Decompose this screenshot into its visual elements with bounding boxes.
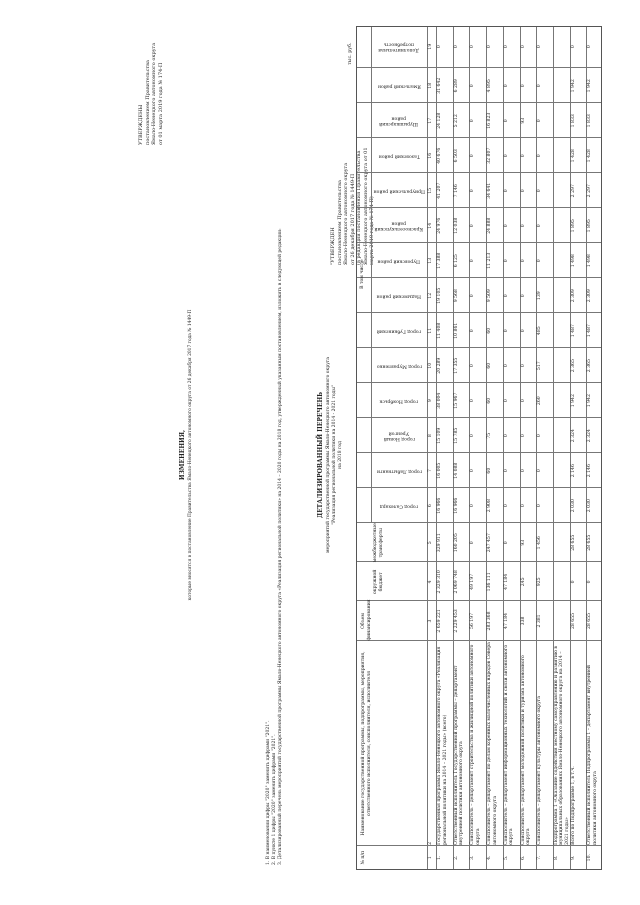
- table-cell: 12 038: [453, 217, 459, 234]
- column-number: 18: [428, 82, 433, 89]
- list-subtitle-1: мероприятий государственной программы Ямало-Ненецкого автономного округа: [326, 357, 331, 553]
- table-cell: 1 487: [570, 324, 576, 338]
- table-cell: 160 205: [453, 533, 459, 553]
- table-cell: 1 833: [587, 114, 593, 128]
- table-cell: Соисполнитель – департамент по делам коренных малочисленных народов Севера автономного округа: [487, 642, 498, 845]
- column-number: 1: [428, 856, 433, 860]
- column-header: № п/п: [361, 850, 366, 865]
- column-header: Ямальский район: [377, 83, 421, 89]
- table-cell: 0: [520, 469, 526, 473]
- approval-block-top: УТВЕРЖДЕНЫ постановлением Правительства Ямало-Ненецкого автономного округа от 01 марта 2019 года № 174-П: [138, 42, 164, 145]
- table-cell: 0: [503, 434, 509, 438]
- column-number: 9: [428, 399, 433, 403]
- table-cell: 41 207: [437, 182, 442, 199]
- column-header: Приуральский район: [373, 188, 425, 194]
- column-header: Дополнительная потребность: [378, 41, 420, 53]
- table-cell: 2 381: [537, 614, 543, 628]
- table-cell: 517: [537, 361, 543, 371]
- table-cell: 260: [537, 396, 543, 406]
- table-cell: 2.: [453, 855, 459, 860]
- table-cell: 2 069 748: [453, 570, 459, 594]
- table-cell: 2 659 221: [437, 609, 442, 633]
- table-cell: 60: [487, 467, 493, 474]
- table-cell: 0: [470, 189, 476, 193]
- table-cell: 2 365: [570, 359, 576, 373]
- table-cell: 0: [537, 154, 543, 158]
- table-cell: 0: [537, 84, 543, 88]
- column-number: 3: [428, 619, 433, 623]
- table-cell: Соисполнитель – департамент строительства и жилищной политики автономного округа: [470, 644, 481, 845]
- table-cell: 0: [470, 364, 476, 368]
- table-cell: 0: [503, 469, 509, 473]
- column-number: 6: [428, 504, 433, 508]
- table-cell: 0: [470, 154, 476, 158]
- column-header: город Ноябрьск: [379, 398, 419, 404]
- table-cell: 10.: [587, 854, 593, 862]
- table-cell: 24 888: [487, 217, 493, 234]
- table-cell: 0: [503, 504, 509, 508]
- table-cell: 6 503: [453, 149, 459, 163]
- table-cell: Ответственный исполнитель Подпрограммы 1 – департамент внутренней политики автономного округа: [587, 665, 598, 845]
- table-cell: Государственная программа Ямало-Ненецкого автономного округа «Реализация региональной политики на 2014 – 2021 годы» (всего): [437, 646, 448, 845]
- table-cell: [554, 280, 569, 312]
- table-cell: 19 105: [437, 287, 442, 304]
- table-cell: 0: [470, 469, 476, 473]
- table-cell: 10 861: [453, 322, 459, 339]
- table-cell: 5.: [503, 855, 509, 860]
- table-cell: 1 487: [587, 324, 593, 338]
- table-cell: 2 329 310: [437, 570, 442, 594]
- table-cell: 15 967: [453, 392, 459, 409]
- column-header: Шурышкарский район: [379, 115, 419, 127]
- table-cell: [554, 175, 569, 207]
- table-cell: [554, 210, 569, 242]
- table-cell: 2 030: [570, 499, 576, 513]
- table-cell: 47 184: [503, 573, 509, 590]
- table-cell: 1.: [437, 855, 442, 860]
- table-cell: [554, 420, 569, 452]
- table-cell: 0: [587, 45, 593, 49]
- table-cell: 11 408: [437, 322, 442, 339]
- table-cell: 0: [587, 580, 593, 584]
- changes-title: ИЗМЕНЕНИЯ,: [179, 429, 186, 481]
- column-header: город Губкинский: [376, 328, 422, 334]
- table-cell: 1 942: [570, 394, 576, 408]
- table-cell: 8.: [553, 855, 559, 860]
- table-cell: 2 309: [587, 289, 593, 303]
- table-cell: 0: [537, 469, 543, 473]
- table-cell: 1 895: [587, 219, 593, 233]
- table-cell: 0: [520, 224, 526, 228]
- column-number: 8: [428, 434, 433, 438]
- table-cell: 93: [520, 117, 526, 124]
- table-cell: 7 146: [453, 184, 459, 198]
- table-cell: 56 197: [470, 612, 476, 629]
- table-cell: Ответственный исполнитель Государственной программы – департамент внутренней политики автономного округа: [453, 665, 465, 845]
- table-cell: 0: [470, 294, 476, 298]
- table-cell: 1 428: [587, 149, 593, 163]
- column-header: Тазовский район: [378, 153, 420, 159]
- table-cell: [554, 603, 569, 639]
- table-cell: 2 030: [587, 499, 593, 513]
- table-cell: 24 976: [437, 217, 442, 234]
- list-subtitle-3: на 2018 год: [338, 441, 343, 469]
- table-cell: [554, 385, 569, 417]
- table-cell: 0: [503, 541, 509, 545]
- table-cell: 0: [570, 45, 576, 49]
- table-cell: 32 807: [487, 147, 493, 164]
- table-cell: 0: [520, 84, 526, 88]
- column-header: окружной бюджет: [373, 569, 384, 595]
- table-cell: 0: [503, 119, 509, 123]
- table-cell: 31 642: [437, 77, 442, 94]
- table-cell: 75: [487, 432, 493, 439]
- table-cell: 0: [503, 189, 509, 193]
- table-cell: 16 966: [453, 497, 459, 514]
- table-cell: Подпрограмма 1 «Оказание содействия местному самоуправлению и развитию в муниципальных образованиях Ямало-Ненецкого автономного округа на 2014 – 2021 годы»: [553, 646, 571, 845]
- note-1: 1. В наименовании цифры "2020" заменить цифрами "2021".: [266, 720, 271, 865]
- table-cell: [554, 70, 569, 102]
- column-number: 15: [428, 187, 433, 194]
- table-cell: Соисполнитель – департамент культуры автономного округа: [537, 696, 543, 845]
- table-cell: 2 908: [487, 499, 493, 513]
- table-cell: 2 146: [570, 464, 576, 478]
- table-cell: 0: [470, 224, 476, 228]
- table-cell: [554, 564, 569, 600]
- column-header: город Новый Уренгой: [383, 430, 415, 442]
- column-header: Наименование государственной программы, подпрограммы, мероприятия, ответственного исполнителя, соисполнителя, исполнителя: [361, 651, 372, 836]
- table-cell: [554, 27, 569, 67]
- table-cell: Соисполнитель – департамент молодежной политики и туризма автономного округа: [520, 655, 532, 845]
- table-cell: 16 005: [437, 462, 442, 479]
- table-cell: 245: [520, 577, 526, 587]
- table-cell: 1 833: [570, 114, 576, 128]
- table-cell: 0: [537, 224, 543, 228]
- table-cell: 16 823: [487, 112, 493, 129]
- table-cell: [554, 350, 569, 382]
- column-header: город Муравленко: [376, 363, 422, 369]
- table-cell: 60: [487, 362, 493, 369]
- column-header: Надымский район: [376, 293, 422, 299]
- table-cell: 9.: [570, 855, 576, 860]
- table-cell: 0: [437, 45, 442, 49]
- table-cell: 0: [470, 119, 476, 123]
- table-cell: 2 297: [587, 184, 593, 198]
- list-title: ДЕТАЛИЗИРОВАННЫЙ ПЕРЕЧЕНЬ: [317, 391, 324, 519]
- table-cell: 1 942: [587, 394, 593, 408]
- column-number: 7: [428, 469, 433, 473]
- table-cell: 1 498: [587, 254, 593, 268]
- table-cell: 329 911: [437, 533, 442, 553]
- table-cell: 0: [520, 259, 526, 263]
- table-cell: [554, 525, 569, 561]
- table-cell: 0: [520, 364, 526, 368]
- table-cell: 6 125: [453, 254, 459, 268]
- table-cell: 28 655: [587, 534, 593, 551]
- group-heading: В том числе: [360, 259, 365, 289]
- table-cell: 47 184: [503, 612, 509, 629]
- table-cell: [554, 140, 569, 172]
- table-cell: 247 457: [487, 533, 493, 553]
- table-cell: 0: [537, 434, 543, 438]
- table-cell: 7.: [537, 855, 543, 860]
- table-number-label: тыс. руб.: [348, 42, 353, 65]
- table-cell: 139: [537, 291, 543, 301]
- table-cell: 2 297: [570, 184, 576, 198]
- table-cell: 5 212: [453, 114, 459, 128]
- table-cell: 2 324: [587, 429, 593, 443]
- table-cell: 0: [537, 259, 543, 263]
- column-number: 14: [428, 222, 433, 229]
- table-cell: 49 197: [470, 573, 476, 590]
- table-cell: 24 128: [437, 112, 442, 129]
- table-cell: 0: [470, 434, 476, 438]
- table-cell: 283 368: [487, 611, 493, 631]
- table-cell: 0: [487, 45, 493, 49]
- table-cell: 0: [470, 259, 476, 263]
- table-cell: 0: [503, 154, 509, 158]
- changes-subtitle: которые вносятся в постановление Правительства Ямало-Ненецкого автономного округа от 26 декабря 2017 года № 1449-П: [188, 309, 193, 601]
- table-cell: 136 111: [487, 572, 493, 592]
- table-cell: 0: [520, 399, 526, 403]
- list-subtitle-2: "Реализация региональной политики на 2014 - 2021 годы": [332, 385, 337, 525]
- table-cell: 0: [470, 399, 476, 403]
- table-cell: 485: [537, 326, 543, 336]
- column-header: город Салехард: [379, 503, 419, 509]
- table-cell: 1 456: [537, 536, 543, 550]
- table-cell: 16 966: [437, 497, 442, 514]
- table-cell: 0: [470, 84, 476, 88]
- column-number: 4: [428, 580, 433, 584]
- table-cell: 0: [520, 434, 526, 438]
- note-3: 3. Детализированный перечень мероприятий государственной программы Ямало-Ненецкого автономного округа «Реализация региональной политики» на 2014 – 2020 годы на 2018 год, утвержденный указанным постановлением, изложить в следующей редакции:: [278, 228, 283, 865]
- table-cell: 925: [537, 577, 543, 587]
- table-cell: [554, 490, 569, 522]
- table-cell: 2 324: [570, 429, 576, 443]
- column-number: 19: [428, 43, 433, 50]
- column-number: 13: [428, 257, 433, 264]
- table-cell: 0: [503, 45, 509, 49]
- table-cell: 0: [537, 119, 543, 123]
- table-cell: Соисполнитель – департамент информационных технологий и связи автономного округа: [503, 644, 515, 845]
- table-cell: 0: [520, 329, 526, 333]
- column-number: 10: [428, 362, 433, 369]
- group-divider: [371, 27, 372, 523]
- column-header: город Лабытнанги: [376, 468, 422, 474]
- table-cell: [554, 455, 569, 487]
- table-cell: 1 428: [570, 149, 576, 163]
- table-cell: 40 676: [437, 147, 442, 164]
- table-cell: 60: [487, 327, 493, 334]
- table-cell: 15 109: [437, 427, 442, 444]
- table-cell: 3.: [470, 855, 476, 860]
- table-cell: [554, 245, 569, 277]
- table-cell: [554, 105, 569, 137]
- table-cell: 60: [487, 397, 493, 404]
- table-cell: 0: [503, 84, 509, 88]
- table-cell: 0: [503, 259, 509, 263]
- table-cell: 4.: [487, 855, 493, 860]
- table-cell: 38 004: [437, 392, 442, 409]
- table-cell: 0: [570, 580, 576, 584]
- funding-table: [356, 26, 602, 870]
- column-header: Пуровский район: [377, 258, 421, 264]
- table-cell: 0: [503, 399, 509, 403]
- note-2: 2. В пункте 1 цифры "2020" заменить цифрами "2021".: [272, 734, 277, 865]
- table-cell: 2 365: [587, 359, 593, 373]
- table-cell: 0: [470, 45, 476, 49]
- table-cell: 9 509: [487, 289, 493, 303]
- table-cell: 1 498: [570, 254, 576, 268]
- table-cell: 0: [503, 294, 509, 298]
- table-cell: 0: [520, 189, 526, 193]
- table-cell: 0: [520, 294, 526, 298]
- table-cell: 6 289: [453, 79, 459, 93]
- table-cell: 0: [520, 45, 526, 49]
- table-cell: 93: [520, 539, 526, 546]
- table-cell: [554, 315, 569, 347]
- table-cell: 0: [537, 504, 543, 508]
- table-cell: 0: [470, 329, 476, 333]
- column-number: 17: [428, 117, 433, 124]
- table-cell: 1 942: [587, 79, 593, 93]
- table-cell: 0: [520, 504, 526, 508]
- column-number: 11: [428, 327, 433, 334]
- table-cell: 0: [470, 504, 476, 508]
- table-cell: 28 655: [570, 534, 576, 551]
- table-cell: 4 895: [487, 79, 493, 93]
- column-number: 5: [428, 541, 433, 545]
- table-cell: 9 568: [453, 289, 459, 303]
- table-cell: 2 146: [587, 464, 593, 478]
- table-cell: 2 229 453: [453, 609, 459, 633]
- table-cell: 20 289: [437, 357, 442, 374]
- table-cell: Всего по Подпрограмме 1, в т.ч.: [570, 766, 576, 845]
- table-cell: 0: [503, 329, 509, 333]
- approval-block-bottom: "УТВЕРЖДЕН постановлением Правительства Ямало-Ненецкого автономного округа от 26 декабря 2017 года № 1449-П (в редакции постановления Правительства Ямало-Ненецкого автономного округа от 01 марта 2019 года № 174-П): [330, 147, 375, 265]
- table-cell: 17 388: [437, 252, 442, 269]
- table-cell: 6.: [520, 855, 526, 860]
- table-cell: 1 895: [570, 219, 576, 233]
- column-header: Объем финансирования: [361, 599, 372, 641]
- table-cell: 14 088: [453, 462, 459, 479]
- table-cell: 17 355: [453, 357, 459, 374]
- column-number: 2: [428, 841, 433, 845]
- column-header: Красноселькупский район: [374, 220, 424, 232]
- table-cell: 338: [520, 616, 526, 626]
- column-number: 16: [428, 152, 433, 159]
- table-cell: 0: [470, 541, 476, 545]
- table-cell: 15 785: [453, 427, 459, 444]
- table-cell: 0: [453, 45, 459, 49]
- table-cell: 28 655: [570, 612, 576, 629]
- table-cell: 0: [503, 224, 509, 228]
- table-cell: 34 641: [487, 182, 493, 199]
- table-cell: 2 309: [570, 289, 576, 303]
- column-header: межбюджетные трансферты: [373, 523, 384, 563]
- table-cell: 0: [503, 364, 509, 368]
- column-number: 12: [428, 292, 433, 299]
- table-cell: 1 942: [570, 79, 576, 93]
- table-cell: 0: [520, 154, 526, 158]
- table-cell: 0: [537, 45, 543, 49]
- table-cell: 0: [537, 189, 543, 193]
- table-cell: 11 213: [487, 252, 493, 269]
- table-cell: 28 655: [587, 612, 593, 629]
